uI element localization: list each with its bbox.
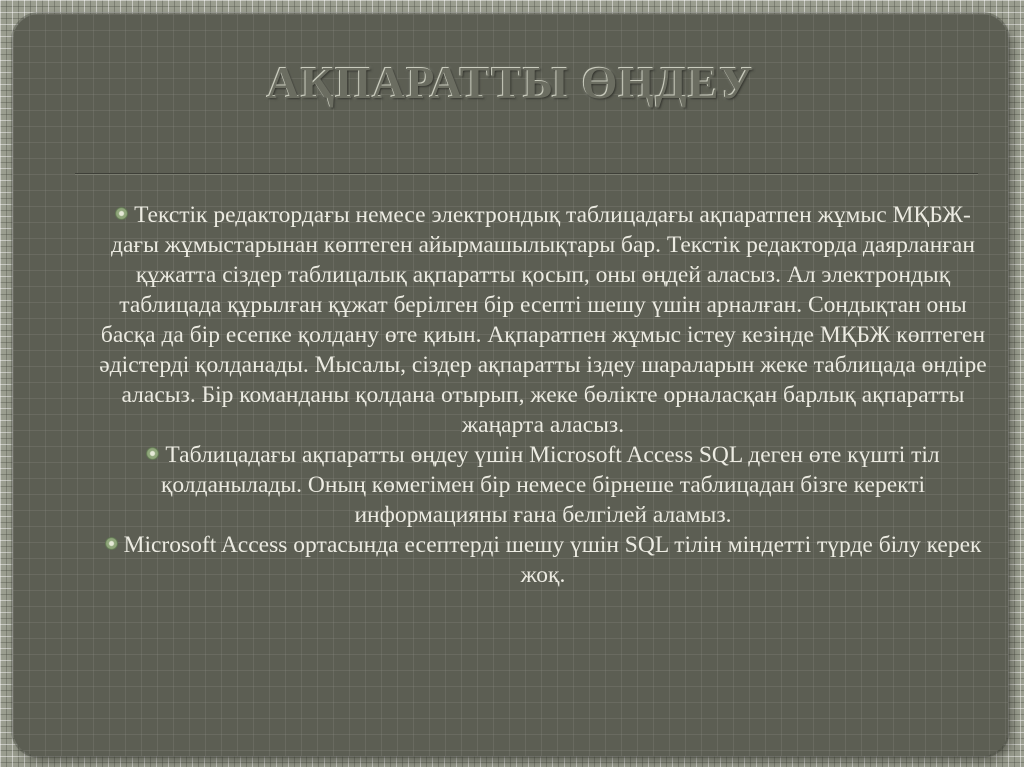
bullet-text: Microsoft Access ортасында есептерді шешу үшін SQL тілін міндетті түрде білу керек жоқ.	[123, 532, 982, 588]
slide-panel	[13, 14, 1008, 756]
title-divider	[75, 173, 978, 175]
bullet-item	[93, 200, 993, 440]
slide-title: АҚПАРАТТЫ ӨҢДЕУ	[266, 57, 755, 108]
circle-bullet-icon	[146, 447, 159, 460]
bullet-item	[93, 440, 993, 530]
circle-bullet-icon	[105, 537, 118, 550]
circle-bullet-icon	[115, 207, 128, 220]
bullet-text: Таблицадағы ақпаратты өңдеу үшін Microsoft Access SQL деген өте күшті тіл қолданылады. Оның көмегімен бір немесе бірнеше таблицадан бізге керекті информацияны ғана белгілей аламыз.	[160, 442, 940, 528]
bullet-item	[93, 530, 993, 590]
bullet-list	[93, 200, 993, 590]
bullet-text: Текстік редактордағы немесе электрондық таблицадағы ақпаратпен жұмыс МҚБЖ-дағы жұмыстарынан көптеген айырмашылықтары бар. Текстік редакторда даярланған құжатта сіздер таблицалық ақпаратты қосып, оны өңдей аласыз. Ал электрондық таблицада құрылған құжат берілген бір есепті шешу үшін арналған. Сондықтан оны басқа да бір есепке қолдану өте қиын. Ақпаратпен жұмыс істеу кезінде МҚБЖ көптеген әдістерді қолданады. Мысалы, сіздер ақпаратты іздеу шараларын жеке таблицада өндіре аласыз. Бір команданы қолдана отырып, жеке бөлікте орналасқан барлық ақпаратты жаңарта аласыз.	[99, 202, 987, 438]
